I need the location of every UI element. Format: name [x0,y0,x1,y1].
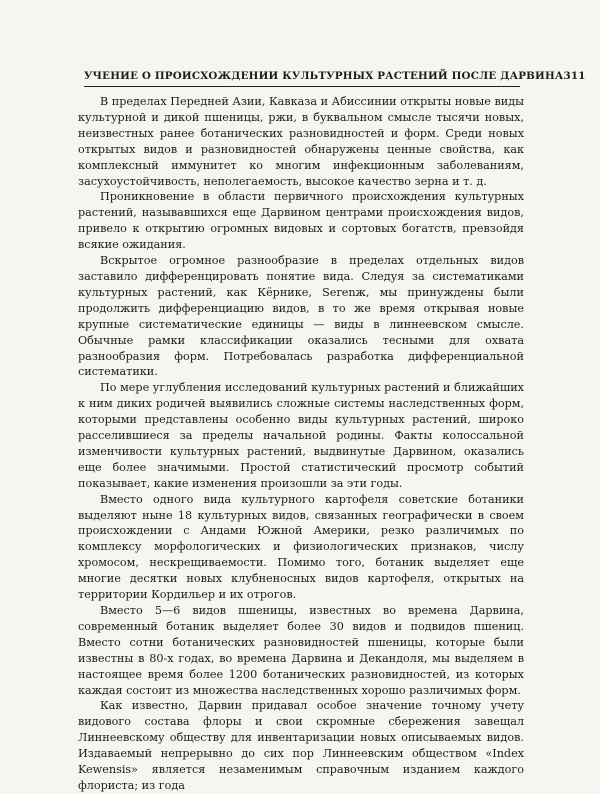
page-number: 311 [563,70,586,82]
running-title: УЧЕНИЕ О ПРОИСХОЖДЕНИИ КУЛЬТУРНЫХ РАСТЕНИЙ ПОСЛЕ ДАРВИНА [84,70,564,82]
paragraph: Вскрытое огромное разнообразие в пределах отдельных видов заставило дифференцировать понятие вида. Следуя за систематиками культурных растений, как Кёрнике, Serenж, мы принуждены были продолжить дифференциацию видов, в то же время открывая новые крупные систематические единицы — виды в линнеевском смысле. Обычные рамки классификации оказались тесными для охвата разнообразия форм. Потребовалась разработка дифференциальной систематики. [78,254,524,379]
paragraph: Вместо 5—6 видов пшеницы, известных во времена Дарвина, современный ботаник выделяет более 30 видов и подвидов пшениц. Вместо сотни ботанических разновидностей пшеницы, которые были известны в 80-х годах, во времена Дарвина и Декандоля, мы выделяем в настоящее время более 1200 ботанических разновидностей, из которых каждая состоит из множества наследственных хорошо различимых форм. [78,604,524,697]
paragraph: Проникновение в области первичного происхождения культурных растений, называвшихся еще Дарвином центрами происхождения видов, привело к открытию огромных видовых и сортовых богатств, превзойдя всякие ожидания. [78,190,524,252]
paragraph: По мере углубления исследований культурных растений и ближайших к ним диких родичей выявились сложные системы наследственных форм, которыми представлены особенно виды культурных растений, широко расселившиеся за пределы начальной родины. Факты колоссальной изменчивости культурных растений, выдвинутые Дарвином, оказались еще более значимыми. Простой статистический просмотр событий показывает, какие изменения произошли за эти годы. [78,381,524,490]
running-header [84,70,586,82]
body-text [78,94,524,794]
paragraph: Вместо одного вида культурного картофеля советские ботаники выделяют ныне 18 культурных видов, связанных географически в своем происхождении с Андами Южной Америки, резко различимых по комплексу морфологических и физиологических признаков, числу хромосом, нескрещиваемости. Помимо того, ботаник выделяет еще многие десятки новых клубненосных видов картофеля, открытых на территории Кордильер и их отрогов. [78,492,524,602]
header-rule [84,86,520,87]
paragraph: В пределах Передней Азии, Кавказа и Абиссинии открыты новые виды культурной и дикой пшеницы, ржи, в буквальном смысле тысячи новых, неизвестных ранее ботанических разновидностей и форм. Среди новых открытых видов и разновидностей обнаружены ценные свойства, как комплексный иммунитет ко многим инфекционным заболеваниям, засухоустойчивость, неполегаемость, высокое качество зерна и т. д. [78,95,524,188]
paragraph: Как известно, Дарвин придавал особое значение точному учету видового состава флоры и свои скромные сбережения завещал Линнеевскому обществу для инвентаризации новых описываемых видов. Издаваемый непрерывно до сих пор Линнеевским обществом «Index Kewensis» является незаменимым справочным изданием каждого флориста; из года [78,699,524,792]
